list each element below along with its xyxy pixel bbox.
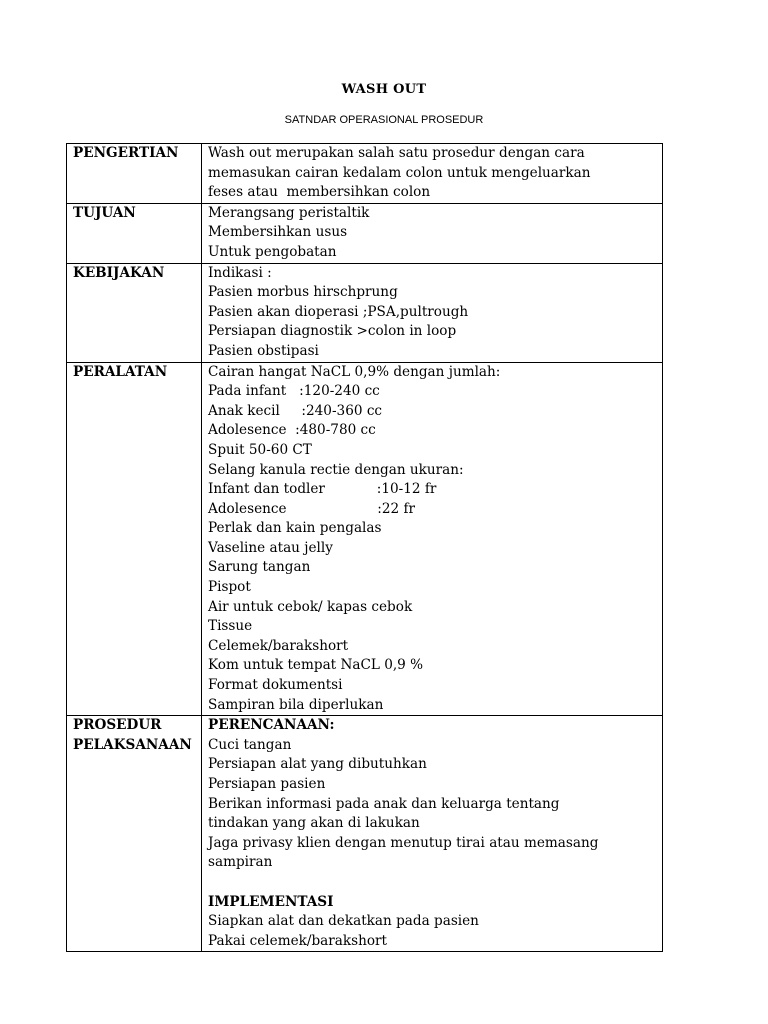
content-line: Infant dan todler :10-12 fr [208,481,437,498]
row-label-cell [67,203,202,263]
content-line: feses atau membersihkan colon [208,184,431,201]
content-line: Persiapan pasien [208,776,326,792]
document-title: WASH OUT [341,82,427,97]
row-label-cell [67,716,202,952]
content-line: Celemek/barakshort [208,637,349,654]
row-label: PROSEDUR [73,717,162,734]
content-line: Cuci tangan [208,736,292,753]
row-label-cell [67,362,202,716]
section-heading: IMPLEMENTASI [208,893,334,910]
content-line: Sarung tangan [208,559,311,576]
content-line: Selang kanula rectie dengan ukuran: [208,461,464,478]
content-line: tindakan yang akan di lakukan [208,815,420,832]
row-content-cell [202,362,663,716]
row-content-cell [202,144,663,204]
content-line: Perlak dan kain pengalas [208,520,382,537]
table-row [67,144,663,204]
table-row [67,716,663,952]
content-line: Persiapan alat yang dibutuhkan [208,756,427,773]
content-line: sampiran [208,854,273,871]
table-row [67,263,663,362]
content-line: Berikan informasi pada anak dan keluarga tentang [208,795,560,812]
content-line: Adolesence :22 fr [208,500,415,517]
content-line: Merangsang peristaltik [208,204,370,221]
table-row [67,362,663,716]
content-line: memasukan cairan kedalam colon untuk mengeluarkan [208,164,591,181]
content-line: Pasien obstipasi [208,342,319,359]
content-line: Cairan hangat NaCL 0,9% dengan jumlah: [208,363,501,380]
content-line: Pasien morbus hirschprung [208,284,398,301]
row-label: PENGERTIAN [73,145,179,161]
content-line: Tissue [208,618,253,635]
content-line: Spuit 50-60 CT [208,441,312,458]
section-heading: PERENCANAAN: [208,717,335,734]
content-line: Kom untuk tempat NaCL 0,9 % [208,657,424,674]
content-line: Siapkan alat dan dekatkan pada pasien [208,913,479,930]
row-content-cell [202,203,663,263]
sop-table [66,143,663,952]
content-line: Jaga privasy klien dengan menutup tirai atau memasang [208,834,599,851]
content-line: Format dokumentsi [208,677,343,694]
row-content-cell [202,716,663,952]
content-line: Indikasi : [208,264,272,281]
content-line: Vaseline atau jelly [208,539,333,556]
row-label: TUJUAN [73,204,136,221]
row-label-cell [67,263,202,362]
table-row [67,203,663,263]
content-line: Pasien akan dioperasi ;PSA,pultrough [208,303,469,320]
document-subtitle: SATNDAR OPERASIONAL PROSEDUR [284,114,484,126]
content-line: Anak kecil :240-360 cc [208,402,383,419]
content-line: Persiapan diagnostik >colon in loop [208,323,457,340]
content-line: Air untuk cebok/ kapas cebok [208,598,413,615]
content-line: Membersihkan usus [208,224,348,241]
row-label: KEBIJAKAN [73,264,165,281]
content-line: Wash out merupakan salah satu prosedur dengan cara [208,145,585,161]
content-line: Adolesence :480-780 cc [208,422,376,439]
row-label: PELAKSANAAN [73,736,192,753]
content-line: Pakai celemek/barakshort [208,932,387,949]
row-content-cell [202,263,663,362]
content-line [208,873,662,893]
row-label: PERALATAN [73,363,168,380]
content-line: Sampiran bila diperlukan [208,696,384,713]
content-line: Untuk pengobatan [208,243,337,260]
content-line: Pispot [208,579,251,596]
content-line: Pada infant :120-240 cc [208,383,380,400]
row-label-cell [67,144,202,204]
